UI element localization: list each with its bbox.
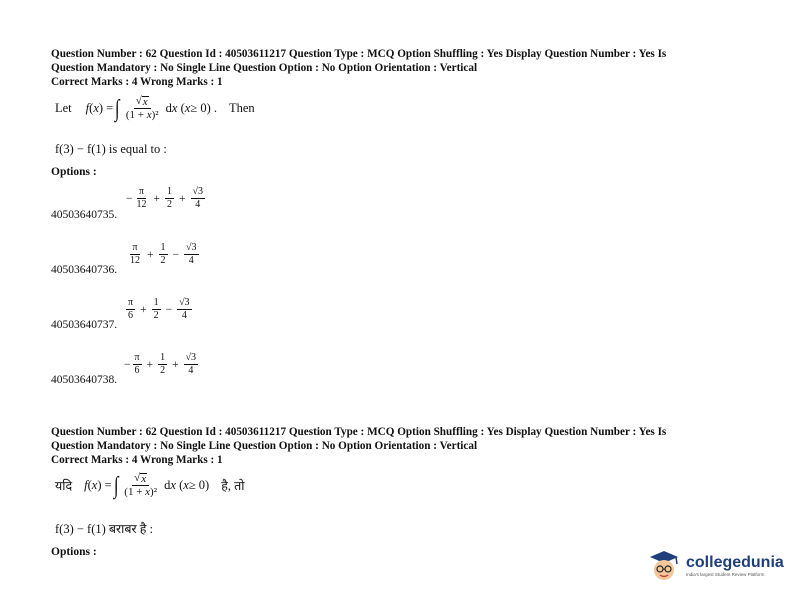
option-expression[interactable]: − $\frac{\pi}{6}$ + $\frac{1}{2}$ + $\frac{√3}{4}$ [124,352,197,376]
option-expression[interactable]: − $\frac{\pi}{12}$ + $\frac{1}{2}$ + $\frac{√3}{4}$ [126,186,203,210]
logo-name: collegedunia [686,553,784,571]
header-line-1: Question Number : 62 Question Id : 40503611217 Question Type : MCQ Option Shuffling : Yes Display Question Number : Yes Is [51,426,667,438]
marks-line: Correct Marks : 4 Wrong Marks : 1 [51,454,223,466]
option-id: 40503640736. [51,264,118,276]
stem-suffix: Then [229,101,255,115]
option-id: 40503640735. [51,209,118,221]
stem-line-2: f(3) − f(1) बराबर है : [55,522,153,536]
option-id: 40503640738. [51,374,118,386]
mascot-icon [646,548,682,584]
question-header [51,425,731,467]
collegedunia-logo [646,548,784,584]
option-expression[interactable]: $\frac{\pi}{12}$ + $\frac{1}{2}$ − $\frac{√3}{4}$ [130,242,197,266]
stem-prefix: Let [55,101,72,115]
options-label: Options : [51,546,97,558]
header-line-2: Question Mandatory : No Single Line Question Option : No Option Orientation : Vertical [51,440,478,452]
options-label: Options : [51,166,97,178]
stem-suffix: है, तो [221,479,245,493]
question-stem [55,472,244,499]
stem-formula: f ( x ) = ∫ √ x (1 + x)² d x ( x ≥ 0) [84,472,210,499]
option-id: 40503640737. [51,319,118,331]
option-expression[interactable]: $\frac{\pi}{6}$ + $\frac{1}{2}$ − $\frac{√3}{4}$ [128,297,190,321]
question-header [51,47,731,89]
logo-tagline: India's largest Student Review Platform [686,571,765,577]
header-line-2: Question Mandatory : No Single Line Question Option : No Option Orientation : Vertical [51,62,478,74]
marks-line: Correct Marks : 4 Wrong Marks : 1 [51,76,223,88]
header-line-1: Question Number : 62 Question Id : 40503611217 Question Type : MCQ Option Shuffling : Yes Display Question Number : Yes Is [51,48,667,60]
stem-formula: f ( x ) = ∫ √ x (1 + x)² d x ( x ≥ 0) . [85,95,217,122]
question-stem [55,95,255,122]
stem-prefix: यदि [55,479,73,493]
stem-line-2: f(3) − f(1) is equal to : [55,142,167,156]
